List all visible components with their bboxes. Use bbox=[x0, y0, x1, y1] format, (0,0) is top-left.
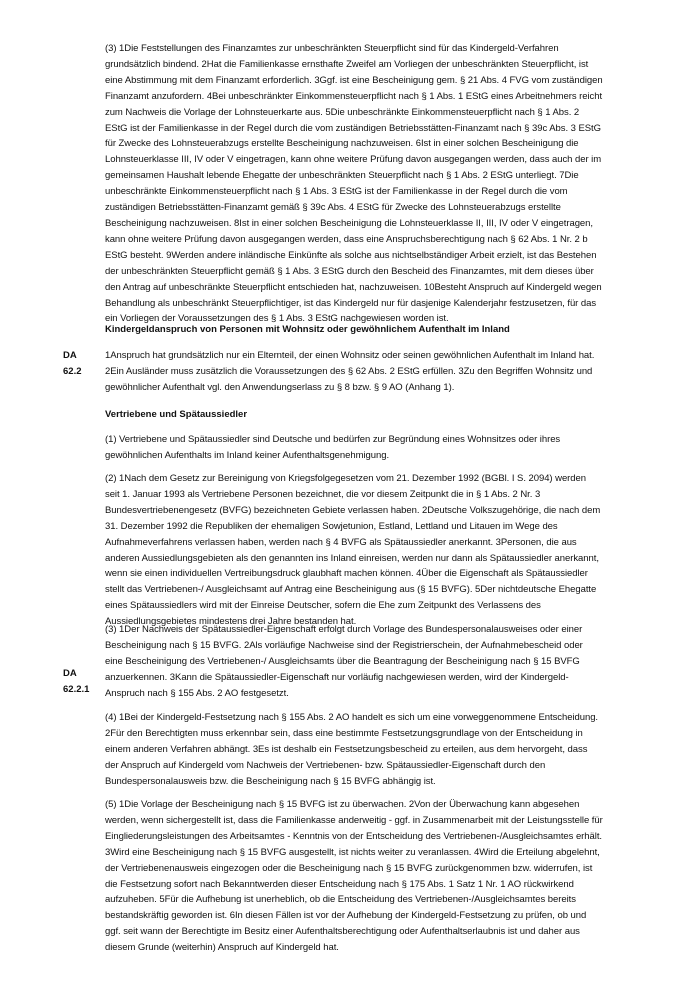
paragraph-vertriebene-5: (5) 1Die Vorlage der Bescheinigung nach § 15 BVFG ist zu überwachen. 2Von der Überwachung kann abgesehen werden, wenn sichergestellt ist, dass die Familienkasse anderweitig - ggf. in Zusammenarbeit mit der Leistungsstelle für Eingliederungsleistungen des Arbeitsamtes - Kenntnis von der Entscheidung des Vertriebenen-/Ausgleichsamtes erhält. 3Wird eine Bescheinigung nach § 15 BVFG ausgestellt, ist nichts weiter zu veranlassen. 4Wird die Erteilung abgelehnt, der Vertriebenenausweis eingezogen oder die Bescheinigung nach § 15 BVFG zurückgenommen bzw. widerrufen, ist die Festsetzung sofort nach Bekanntwerden dieser Entscheidung nach § 175 Abs. 1 Satz 1 Nr. 1 AO rückwirkend aufzuheben. 5Für die Aufhebung ist unerheblich, ob die Entscheidung des Vertriebenen-/Ausgleichsamtes bereits bestandskräftig geworden ist. 6In diesen Fällen ist vor der Aufhebung der Kindergeld-Festsetzung zu prüfen, ob und ggf. seit wann der Berechtigte im Besitz einer Aufenthaltsberechtigung oder Aufenthaltserlaubnis ist und daher aus diesem Grunde (weiterhin) Anspruch auf Kindergeld hat. bbox=[105, 799, 603, 954]
margin-label-line-2: 62.2 bbox=[63, 365, 82, 377]
margin-label-line-1: DA bbox=[63, 350, 77, 361]
paragraph-vertriebene-3: (3) 1Der Nachweis der Spätaussiedler-Eigenschaft erfolgt durch Vorlage des Bundespersonalausweises oder einer Bescheinigung nach § 15 BVFG. 2Als vorläufige Nachweise sind der Registrierschein, der Aufnahmebescheid oder eine Bescheinigung des Vertriebenen-/ Ausgleichsamts über die Beantragung der Bescheinigung nach § 15 BVFG anzuerkennen. 3Kann die Spätaussiedler-Eigenschaft nur vorläufig nachgewiesen werden, wird der Kindergeld-Anspruch nach § 155 Abs. 2 AO festgesetzt. bbox=[105, 624, 583, 699]
margin-label-da-62-2-1 bbox=[63, 666, 103, 698]
margin-label-line-1: DA bbox=[63, 668, 77, 679]
paragraph-vertriebene-1: (1) Vertriebene und Spätaussiedler sind Deutsche und bedürfen zur Begründung eines Wohnsitzes oder ihres gewöhnlichen Aufenthalts im Inland keiner Aufenthaltsgenehmigung. bbox=[105, 434, 561, 461]
paragraph-steuerpflicht-feststellungen: (3) 1Die Feststellungen des Finanzamtes zur unbeschränkten Steuerpflicht sind für das Kindergeld-Verfahren grundsätzlich bindend. 2Hat die Familienkasse ernsthafte Zweifel am Vorliegen der unbeschränkten Steuerpflicht, ist eine Abstimmung mit dem Finanzamt erforderlich. 3Ggf. ist eine Bescheinigung gem. § 21 Abs. 4 FVG vom zuständigen Finanzamt anzufordern. 4Bei unbeschränkter Einkommensteuerpflicht nach § 1 Abs. 1 EStG eines Arbeitnehmers reicht zum Nachweis die Vorlage der Lohnsteuerkarte aus. 5Die unbeschränkte Einkommensteuerpflicht nach § 1 Abs. 2 EStG ist der Familienkasse in der Regel durch die vom zuständigen Betriebsstätten-Finanzamt nach § 39c Abs. 3 EStG für Zwecke des Lohnsteuerabzugs erstellte Bescheinigung nachzuweisen. 6Ist in einer solchen Bescheinigung die Lohnsteuerklasse III, IV oder V eingetragen, kann ohne weitere Prüfung davon ausgegangen werden, dass auch der im gemeinsamen Haushalt lebende Ehegatte der unbeschränkten Steuerpflicht nach § 1 Abs. 2 EStG unterliegt. 7Die unbeschränkte Einkommensteuerpflicht nach § 1 Abs. 3 EStG ist der Familienkasse in der Regel durch die vom zuständigen Betriebsstätten-Finanzamt gemäß § 39c Abs. 4 EStG für Zwecke des Lohnsteuerabzugs erstellte Bescheinigung nachzuweisen. 8Ist in einer solchen Bescheinigung die Lohnsteuerklasse II, III, IV oder V eingetragen, kann ohne weitere Prüfung davon ausgegangen werden, dass eine Anspruchsberechtigung nach § 62 Abs. 1 Nr. 2 b EStG besteht. 9Werden andere inländische Einkünfte als solche aus nichtselbständiger Arbeit erzielt, ist das Bestehen der unbeschränkten Steuerpflicht gemäß § 1 Abs. 3 EStG durch den Bescheid des Finanzamtes, mit dem dieses über den Antrag auf unbeschränkte Steuerpflicht entschieden hat, nachzuweisen. 10Besteht Anspruch auf Kindergeld wegen Behandlung als unbeschränkt Steuerpflichtiger, ist das Kindergeld nur für dasjenige Kalenderjahr festzusetzen, für das ein Vorliegen der Voraussetzungen des § 1 Abs. 3 EStG nachgewiesen worden ist. bbox=[105, 43, 603, 325]
section-heading-vertriebene: Vertriebene und Spätaussiedler bbox=[105, 409, 248, 420]
margin-label-line-2: 62.2.1 bbox=[63, 683, 90, 695]
margin-label-da-62-2 bbox=[63, 348, 103, 380]
paragraph-anspruch-elternteil: 1Anspruch hat grundsätzlich nur ein Elternteil, der einen Wohnsitz oder seinen gewöhnlichen Aufenthalt im Inland hat. 2Ein Ausländer muss zusätzlich die Voraussetzungen des § 62 Abs. 2 EStG erfüllen. 3Zu den Begriffen Wohnsitz und gewöhnlicher Aufenthalt vgl. den Anwendungserlass zu § 8 bzw. § 9 AO (Anhang 1). bbox=[105, 350, 595, 393]
section-heading-wohnsitz: Kindergeldanspruch von Personen mit Wohnsitz oder gewöhnlichem Aufenthalt im Inland bbox=[105, 324, 510, 335]
paragraph-vertriebene-4: (4) 1Bei der Kindergeld-Festsetzung nach § 155 Abs. 2 AO handelt es sich um eine vorweggenommene Entscheidung. 2Für den Berechtigten muss erkennbar sein, dass eine bestimmte Festsetzungsgrundlage von der Entscheidung in einem anderen Verfahren abhängt. 3Es ist deshalb ein Festsetzungsbescheid zu erteilen, aus dem hervorgeht, dass der Anspruch auf Kindergeld vom Nachweis der Vertriebenen- bzw. Spätaussiedler-Eigenschaft durch den Bundespersonalausweis bzw. die Bescheinigung nach § 15 BVFG abhängig ist. bbox=[105, 712, 599, 787]
paragraph-vertriebene-2: (2) 1Nach dem Gesetz zur Bereinigung von Kriegsfolgegesetzen vom 21. Dezember 1992 (BGBl. I S. 2094) werden seit 1. Januar 1993 als Vertriebene Personen bezeichnet, die vor diesem Zeitpunkt die in § 1 Abs. 2 Nr. 3 Bundesvertriebenengesetz (BVFG) bezeichneten Gebiete verlassen haben. 2Deutsche Volkszugehörige, die nach dem 31. Dezember 1992 die Republiken der ehemaligen Sowjetunion, Estland, Lettland und Litauen im Wege des Aufnahmeverfahrens verlassen haben, werden nach § 4 BVFG als Spätaussiedler anerkannt. 3Personen, die aus anderen Aussiedlungsgebieten als den genannten ins Inland einreisen, werden nur dann als Spätaussiedler anerkannt, wenn sie einen individuellen Vertreibungsdruck glaubhaft machen können. 4Über die Eigenschaft als Spätaussiedler stellt das Vertriebenen-/ Ausgleichsamt auf Antrag eine Bescheinigung aus (§ 15 BVFG). 5Der nichtdeutsche Ehegatte eines Spätaussiedlers wird mit der Einreise Deutscher, sofern die Ehe zum Zeitpunkt des Verlassens des Aussiedlungsgebietes mindestens drei Jahre bestanden hat. bbox=[105, 473, 601, 628]
